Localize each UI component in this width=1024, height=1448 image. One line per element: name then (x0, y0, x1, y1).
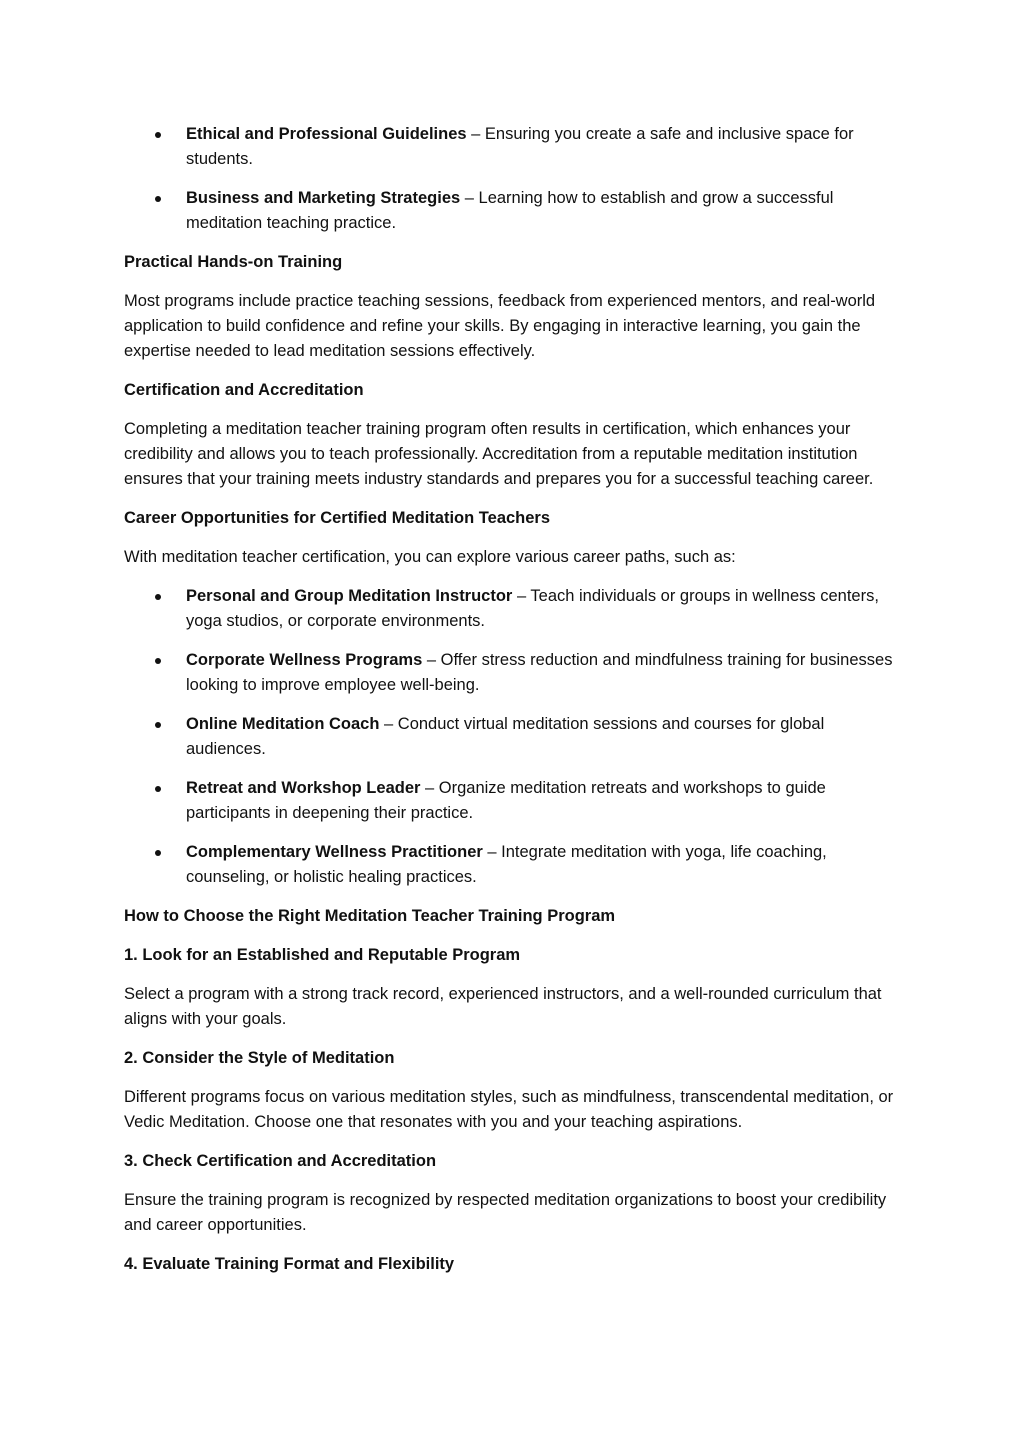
list-item-term: Corporate Wellness Programs (186, 651, 423, 669)
list-item-term: Complementary Wellness Practitioner (186, 843, 483, 861)
step-heading: 2. Consider the Style of Meditation (124, 1049, 395, 1067)
paragraph-career-intro: With meditation teacher certification, you can explore various career paths, such as: (124, 548, 736, 566)
list-item-term: Ethical and Professional Guidelines (186, 125, 467, 143)
list-item-term: Personal and Group Meditation Instructor (186, 587, 513, 605)
bullet-icon (155, 786, 161, 792)
list-item (124, 776, 904, 826)
section-heading-career: Career Opportunities for Certified Meditation Teachers (124, 509, 551, 527)
list-item (124, 584, 904, 634)
bullet-icon (155, 594, 161, 600)
bullet-icon (155, 850, 161, 856)
paragraph-practical: Most programs include practice teaching sessions, feedback from experienced mentors, and real-world application to build confidence and refine your skills. By engaging in interactive learning, you gain the expertise needed to lead meditation sessions effectively. (124, 292, 876, 360)
document-page (124, 122, 904, 1291)
bullet-icon (155, 722, 161, 728)
list-item (124, 186, 904, 236)
step-paragraph: Select a program with a strong track record, experienced instructors, and a well-rounded curriculum that aligns with your goals. (124, 985, 882, 1028)
bullet-icon (155, 658, 161, 664)
step-paragraph: Different programs focus on various meditation styles, such as mindfulness, transcendental meditation, or Vedic Meditation. Choose one that resonates with you and your teaching aspirations. (124, 1088, 894, 1131)
step-paragraph: Ensure the training program is recognized by respected meditation organizations to boost your credibility and career opportunities. (124, 1191, 887, 1234)
bullet-icon (155, 132, 161, 138)
list-item (124, 712, 904, 762)
list-item-desc: – Teach individuals or groups in wellness centers, yoga studios, or corporate environments. (186, 587, 879, 630)
section-heading-certification: Certification and Accreditation (124, 381, 364, 399)
step-heading: 3. Check Certification and Accreditation (124, 1152, 437, 1170)
list-item (124, 122, 904, 172)
list-item-term: Business and Marketing Strategies (186, 189, 461, 207)
list-item-term: Retreat and Workshop Leader (186, 779, 421, 797)
list-item-desc: – Ensuring you create a safe and inclusive space for students. (186, 125, 854, 168)
list-item (124, 840, 904, 890)
list-item-desc: – Integrate meditation with yoga, life coaching, counseling, or holistic healing practices. (186, 843, 827, 886)
section-heading-choose: How to Choose the Right Meditation Teacher Training Program (124, 907, 616, 925)
list-item-desc: – Learning how to establish and grow a successful meditation teaching practice. (186, 189, 834, 232)
section-heading-practical: Practical Hands-on Training (124, 253, 343, 271)
paragraph-certification: Completing a meditation teacher training program often results in certification, which enhances your credibility and allows you to teach professionally. Accreditation from a reputable meditation institution ensures that your training meets industry standards and prepares you for a successful teaching career. (124, 420, 874, 488)
list-item-desc: – Organize meditation retreats and workshops to guide participants in deepening their practice. (186, 779, 826, 822)
list-item-desc: – Offer stress reduction and mindfulness training for businesses looking to improve employee well-being. (186, 651, 893, 694)
list-item-term: Online Meditation Coach (186, 715, 380, 733)
list-item (124, 648, 904, 698)
bullet-icon (155, 196, 161, 202)
step-heading: 1. Look for an Established and Reputable Program (124, 946, 521, 964)
career-list (124, 584, 904, 890)
curriculum-list (124, 122, 904, 236)
list-item-desc: – Conduct virtual meditation sessions and courses for global audiences. (186, 715, 825, 758)
step-heading: 4. Evaluate Training Format and Flexibility (124, 1255, 455, 1273)
